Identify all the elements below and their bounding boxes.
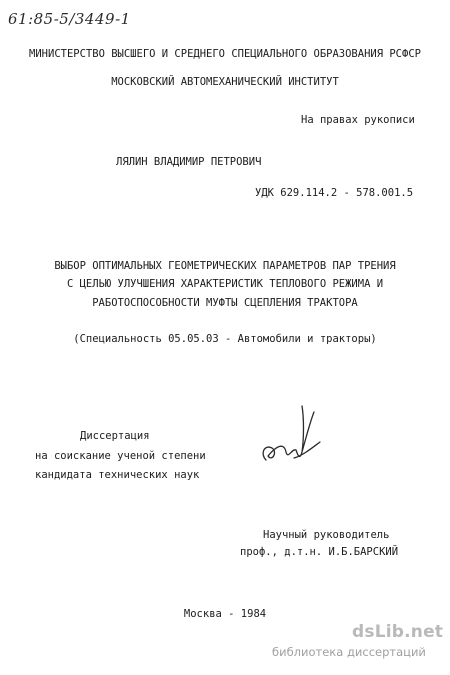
specialty-line: (Специальность 05.05.03 - Автомобили и тракторы)	[73, 333, 377, 345]
place-year: Москва - 1984	[183, 608, 267, 620]
rights-note: На правах рукописи	[301, 114, 415, 126]
institute-header: МОСКОВСКИЙ АВТОМЕХАНИЧЕСКИЙ ИНСТИТУТ	[111, 76, 339, 88]
ministry-header: МИНИСТЕРСТВО ВЫСШЕГО И СРЕДНЕГО СПЕЦИАЛЬНОГО ОБРАЗОВАНИЯ РСФСР	[29, 48, 421, 60]
dissertation-line-2: на соискание ученой степени	[35, 450, 206, 462]
udc-code: УДК 629.114.2 - 578.001.5	[255, 187, 414, 199]
watermark-subtitle: библиотека диссертаций	[272, 645, 426, 659]
title-line-3: РАБОТОСПОСОБНОСТИ МУФТЫ СЦЕПЛЕНИЯ ТРАКТОРА	[92, 297, 358, 309]
signature-image	[258, 398, 328, 478]
title-line-2: С ЦЕЛЬЮ УЛУЧШЕНИЯ ХАРАКТЕРИСТИК ТЕПЛОВОГО РЕЖИМА И	[66, 278, 384, 290]
dissertation-line-1: Диссертация	[80, 430, 150, 442]
supervisor-name: проф., д.т.н. И.Б.БАРСКИЙ	[240, 546, 399, 558]
dissertation-line-3: кандидата технических наук	[35, 469, 200, 481]
title-line-1: ВЫБОР ОПТИМАЛЬНЫХ ГЕОМЕТРИЧЕСКИХ ПАРАМЕТРОВ ПАР ТРЕНИЯ	[54, 260, 396, 272]
watermark-logo: dsLib.net	[352, 622, 444, 642]
supervisor-role: Научный руководитель	[263, 529, 390, 541]
archive-handwritten-mark: 61:85-5/3449-1	[8, 10, 131, 28]
author-name: ЛЯЛИН ВЛАДИМИР ПЕТРОВИЧ	[116, 156, 262, 168]
